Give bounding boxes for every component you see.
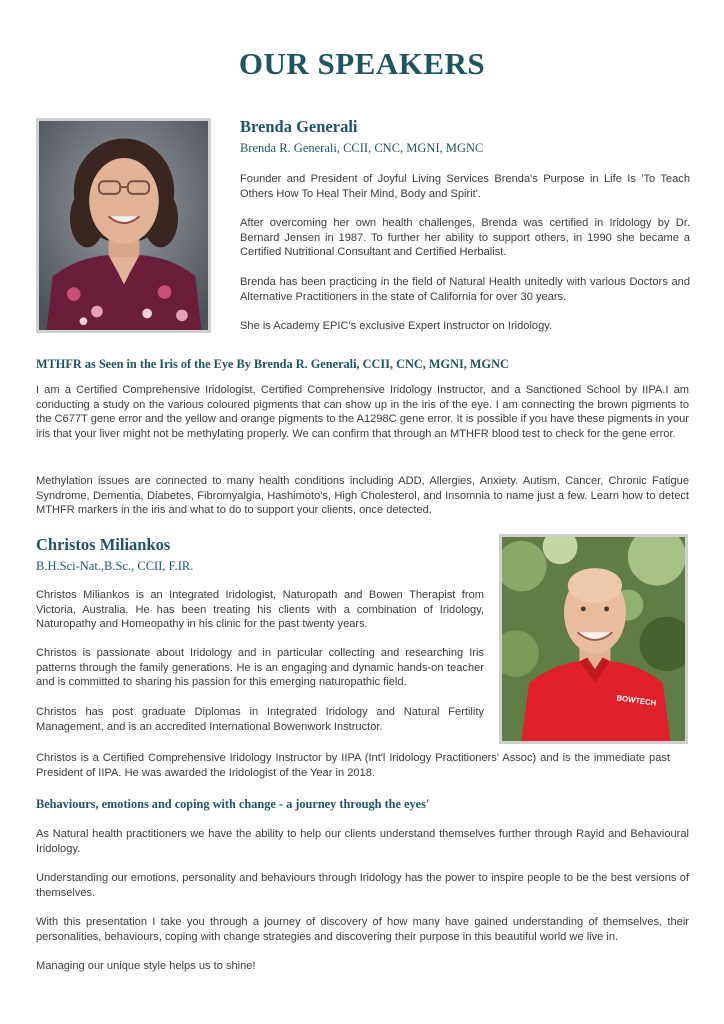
- speaker2-bio-1: Christos Miliankos is an Integrated Iridologist, Naturopath and Bowen Therapist from Victoria, Australia. He has been treating his clients with a combination of Iridology, Naturopathy and Homeopathy in his clinic for the past twenty years.: [36, 589, 484, 631]
- speaker1-name: Brenda Generali: [240, 117, 358, 136]
- speaker1-bio-2: After overcoming her own health challenges, Brenda was certified in Iridology by Dr. Bernard Jensen in 1987. To further her ability to support others, in 1990 she became a Certified Nutritional Consultant and Certified Herbalist.: [240, 217, 690, 259]
- speaker2-talk-4: Managing our unique style helps us to shine!: [36, 960, 256, 972]
- shirt-logo-text: BOWTECH: [615, 693, 657, 708]
- speaker2-talk-3: With this presentation I take you through a journey of discovery of how many have gained understanding of themselves, their personalities, behaviours, coping with change strategies and discovering their purpose in this beautiful world we live in.: [36, 916, 689, 943]
- speaker1-credentials: Brenda R. Generali, CCII, CNC, MGNI, MGNC: [240, 141, 484, 155]
- speaker2-credentials: B.H.Sci-Nat.,B.Sc., CCII, F.IR.: [36, 559, 194, 573]
- speaker2-name: Christos Miliankos: [36, 535, 171, 554]
- speaker1-bio-1: Founder and President of Joyful Living Services Brenda's Purpose in Life Is 'To Teach Others How To Heal Their Mind, Body and Spirit'.: [240, 173, 690, 200]
- page-title: OUR SPEAKERS: [238, 46, 486, 81]
- speaker1-talk-1: I am a Certified Comprehensive Iridologist, Certified Comprehensive Iridology Instructor, and a Sanctioned School by IIPA.I am conducting a study on the various coloured pigments that can show up in the iris of the eye. I am connecting the brown pigments to the C677T gene error and the yellow and orange pigments to the A1298C gene error. It is possible if you have these pigments in your iris that your liver might not be methylating properly. We can confirm that through an MTHFR blood test to check for the gene error.: [36, 384, 689, 440]
- speaker1-bio-3: Brenda has been practicing in the field of Natural Health unitedly with various Doctors and Alternative Practitioners in the state of California for over 30 years.: [240, 276, 690, 303]
- speaker1-talk-2: Methylation issues are connected to many health conditions including ADD, Allergies, Anxiety. Autism, Cancer, Chronic Fatigue Syndrome, Dementia, Diabetes, Fibromyalgia, Hashimoto's, High Cholesterol, and Insomnia to name just a few. Learn how to detect MTHFR markers in the iris and what to do to support your clients, once detected.: [36, 475, 689, 517]
- speaker2-bio-3: Christos has post graduate Diplomas in Integrated Iridology and Natural Fertility Management, and is an accredited International Bowenwork Instructor.: [36, 706, 484, 733]
- brenda-photo: [36, 118, 211, 333]
- speaker2-bio-4: Christos is a Certified Comprehensive Iridology Instructor by IIPA (Int'l Iridology Practitioners' Assoc) and is the immediate past President of IIPA. He was awarded the Iridologist of the Year in 2018.: [36, 752, 670, 779]
- speaker2-bio-2: Christos is passionate about Iridology and in particular collecting and researching Iris patterns through the family generations. He is an engaging and dynamic hands-on teacher and is committed to sharing his passion for this emerging naturopathic field.: [36, 647, 484, 689]
- speaker2-talk-1: As Natural health practitioners we have the ability to help our clients understand themselves further through Rayid and Behavioural Iridology.: [36, 828, 689, 855]
- speaker1-talk-title: MTHFR as Seen in the Iris of the Eye By Brenda R. Generali, CCII, CNC, MGNI, MGNC: [36, 357, 509, 371]
- speaker1-bio-4: She is Academy EPIC's exclusive Expert Instructor on Iridology.: [240, 320, 553, 332]
- speaker2-talk-2: Understanding our emotions, personality and behaviours through Iridology has the power to inspire people to be the best versions of themselves.: [36, 872, 689, 899]
- speaker2-talk-title: Behaviours, emotions and coping with change - a journey through the eyes': [36, 797, 430, 811]
- christos-photo: [499, 534, 688, 744]
